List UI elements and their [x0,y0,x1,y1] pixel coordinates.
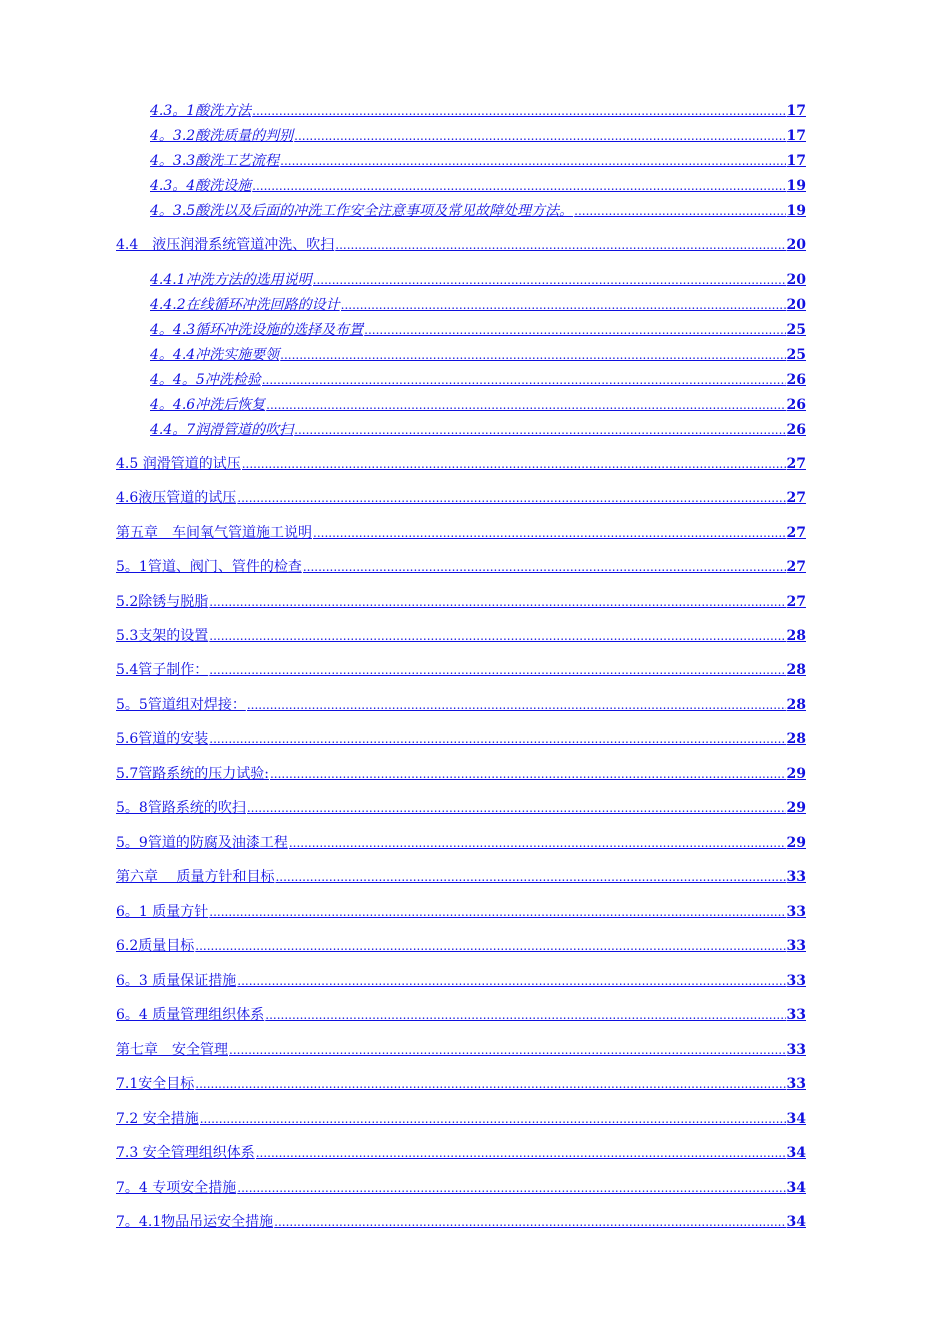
toc-entry[interactable] [150,177,806,195]
toc-entry[interactable] [150,346,806,364]
toc-entry-page-number: 19 [786,178,806,194]
toc-dot-leader [280,152,785,170]
toc-entry-title: 5。8管路系统的吹扫 [116,800,246,816]
toc-dot-leader [237,972,785,990]
toc-entry-title: 5.7管路系统的压力试验: [116,766,269,782]
toc-dot-leader [247,799,786,817]
toc-entry-title: 4.4。7润滑管道的吹扫 [150,422,294,438]
toc-entry-title: 第七章 安全管理 [116,1042,228,1058]
toc-dot-leader [237,489,785,507]
toc-entry-title: 4。4.4冲洗实施要领 [150,347,280,363]
toc-entry-title: 4。4.3循环冲洗设施的选择及布置 [150,322,364,338]
toc-entry-title: 4.6液压管道的试压 [116,490,237,506]
toc-entry-page-number: 33 [786,973,806,989]
toc-dot-leader [364,321,785,339]
toc-entry-page-number: 25 [786,322,806,338]
toc-dot-leader [289,834,786,852]
toc-entry-page-number: 33 [786,1076,806,1092]
toc-entry[interactable] [116,834,806,852]
toc-entry-title: 4。3.3酸洗工艺流程 [150,153,280,169]
toc-entry-page-number: 33 [786,869,806,885]
toc-entry-page-number: 29 [786,766,806,782]
toc-entry-title: 第六章 质量方针和目标 [116,869,275,885]
toc-entry-page-number: 28 [786,697,806,713]
toc-entry-page-number: 29 [786,835,806,851]
toc-entry-title: 6.2质量目标 [116,938,195,954]
toc-entry-title: 5.4管子制作： [116,662,209,678]
toc-dot-leader [294,421,785,439]
toc-entry-title: 7.1安全目标 [116,1076,195,1092]
toc-dot-leader [335,236,785,254]
toc-entry-page-number: 25 [786,347,806,363]
toc-entry-title: 5.6管道的安装 [116,731,209,747]
toc-dot-leader [280,346,785,364]
toc-entry[interactable] [116,696,806,714]
toc-entry-title: 7.2 安全措施 [116,1111,199,1127]
toc-entry-title: 4.5 润滑管道的试压 [116,456,241,472]
toc-entry-page-number: 19 [786,203,806,219]
toc-entry[interactable] [116,799,806,817]
toc-entry-page-number: 27 [786,559,806,575]
toc-entry-page-number: 27 [786,456,806,472]
toc-entry-title: 4.3。4酸洗设施 [150,178,252,194]
toc-entry-page-number: 20 [786,297,806,313]
toc-dot-leader [247,696,786,714]
toc-dot-leader [252,102,785,120]
toc-entry[interactable] [116,972,806,990]
toc-entry-page-number: 27 [786,490,806,506]
toc-entry-page-number: 26 [786,422,806,438]
toc-entry[interactable] [116,903,806,921]
toc-entry[interactable] [116,1006,806,1024]
toc-entry-title: 5。5管道组对焊接： [116,697,246,713]
toc-entry-title: 4。3.2酸洗质量的判别 [150,128,294,144]
toc-dot-leader [229,1041,786,1059]
toc-entry[interactable] [116,489,806,507]
toc-entry[interactable] [116,661,806,679]
toc-entry-title: 4。3.5酸洗以及后面的冲洗工作安全注意事项及常见故障处理方法。 [150,203,574,219]
toc-dot-leader [200,1110,786,1128]
toc-dot-leader [313,271,786,289]
toc-entry-title: 4.4.1冲洗方法的选用说明 [150,272,312,288]
toc-entry-page-number: 26 [786,397,806,413]
toc-entry[interactable] [116,236,806,254]
toc-dot-leader [275,868,785,886]
toc-entry-title: 4。4.6冲洗后恢复 [150,397,266,413]
toc-entry[interactable] [150,421,806,439]
toc-entry-title: 4.4 液压润滑系统管道冲洗、吹扫 [116,237,335,253]
toc-entry[interactable] [150,296,806,314]
toc-entry[interactable] [150,152,806,170]
toc-entry[interactable] [116,627,806,645]
toc-entry[interactable] [150,202,806,220]
toc-entry-title: 7。4 专项安全措施 [116,1180,237,1196]
toc-entry[interactable] [116,868,806,886]
toc-dot-leader [274,1213,785,1231]
toc-entry[interactable] [116,1110,806,1128]
toc-entry-page-number: 33 [786,1007,806,1023]
toc-entry-page-number: 29 [786,800,806,816]
toc-dot-leader [341,296,786,314]
toc-dot-leader [209,627,785,645]
toc-entry-title: 4。4。5冲洗检验 [150,372,261,388]
toc-entry[interactable] [116,558,806,576]
toc-entry-page-number: 34 [786,1214,806,1230]
toc-entry[interactable] [150,127,806,145]
toc-dot-leader [294,127,785,145]
toc-entry[interactable] [116,730,806,748]
toc-entry[interactable] [116,524,806,542]
toc-entry-page-number: 17 [786,128,806,144]
toc-entry-page-number: 28 [786,628,806,644]
toc-dot-leader [242,455,786,473]
toc-dot-leader [195,1075,785,1093]
toc-entry-page-number: 28 [786,731,806,747]
toc-entry[interactable] [116,593,806,611]
toc-entry-page-number: 33 [786,904,806,920]
toc-entry[interactable] [150,371,806,389]
toc-entry[interactable] [116,455,806,473]
toc-entry-title: 5.3支架的设置 [116,628,209,644]
toc-dot-leader [270,765,786,783]
toc-dot-leader [265,1006,785,1024]
toc-entry-page-number: 27 [786,525,806,541]
toc-entry-page-number: 34 [786,1111,806,1127]
toc-entry[interactable] [150,396,806,414]
toc-dot-leader [303,558,786,576]
toc-dot-leader [209,593,785,611]
toc-dot-leader [209,661,785,679]
toc-entry-title: 6。3 质量保证措施 [116,973,237,989]
toc-dot-leader [574,202,785,220]
toc-entry[interactable] [116,1075,806,1093]
toc-entry-title: 5.2除锈与脱脂 [116,594,209,610]
toc-entry[interactable] [150,321,806,339]
toc-entry-title: 7。4.1物品吊运安全措施 [116,1214,274,1230]
toc-entry-page-number: 27 [786,594,806,610]
toc-entry-page-number: 34 [786,1180,806,1196]
toc-entry[interactable] [116,1144,806,1162]
toc-entry-title: 第五章 车间氧气管道施工说明 [116,525,312,541]
toc-dot-leader [209,730,785,748]
toc-dot-leader [262,371,786,389]
toc-entry-title: 4.3。1酸洗方法 [150,103,252,119]
toc-entry-page-number: 20 [786,237,806,253]
toc-dot-leader [209,903,785,921]
toc-entry-page-number: 28 [786,662,806,678]
toc-entry[interactable] [116,1179,806,1197]
toc-entry-page-number: 33 [786,1042,806,1058]
toc-dot-leader [256,1144,786,1162]
toc-entry-page-number: 33 [786,938,806,954]
toc-dot-leader [313,524,786,542]
toc-entry-page-number: 17 [786,103,806,119]
toc-entry-page-number: 20 [786,272,806,288]
toc-entry[interactable] [116,1213,806,1231]
toc-entry-title: 6。1 质量方针 [116,904,209,920]
toc-entry-title: 6。4 质量管理组织体系 [116,1007,265,1023]
toc-entry-page-number: 17 [786,153,806,169]
toc-entry-title: 7.3 安全管理组织体系 [116,1145,255,1161]
toc-entry[interactable] [116,1041,806,1059]
toc-entry[interactable] [150,102,806,120]
toc-entry-page-number: 34 [786,1145,806,1161]
toc-dot-leader [266,396,785,414]
toc-entry[interactable] [116,937,806,955]
toc-entry-title: 4.4.2在线循环冲洗回路的设计 [150,297,340,313]
toc-entry[interactable] [150,271,806,289]
toc-entry-title: 5。1管道、阀门、管件的检查 [116,559,302,575]
toc-entry[interactable] [116,765,806,783]
toc-dot-leader [252,177,785,195]
toc-entry-title: 5。9管道的防腐及油漆工程 [116,835,288,851]
toc-entry-page-number: 26 [786,372,806,388]
toc-dot-leader [195,937,785,955]
toc-dot-leader [237,1179,785,1197]
